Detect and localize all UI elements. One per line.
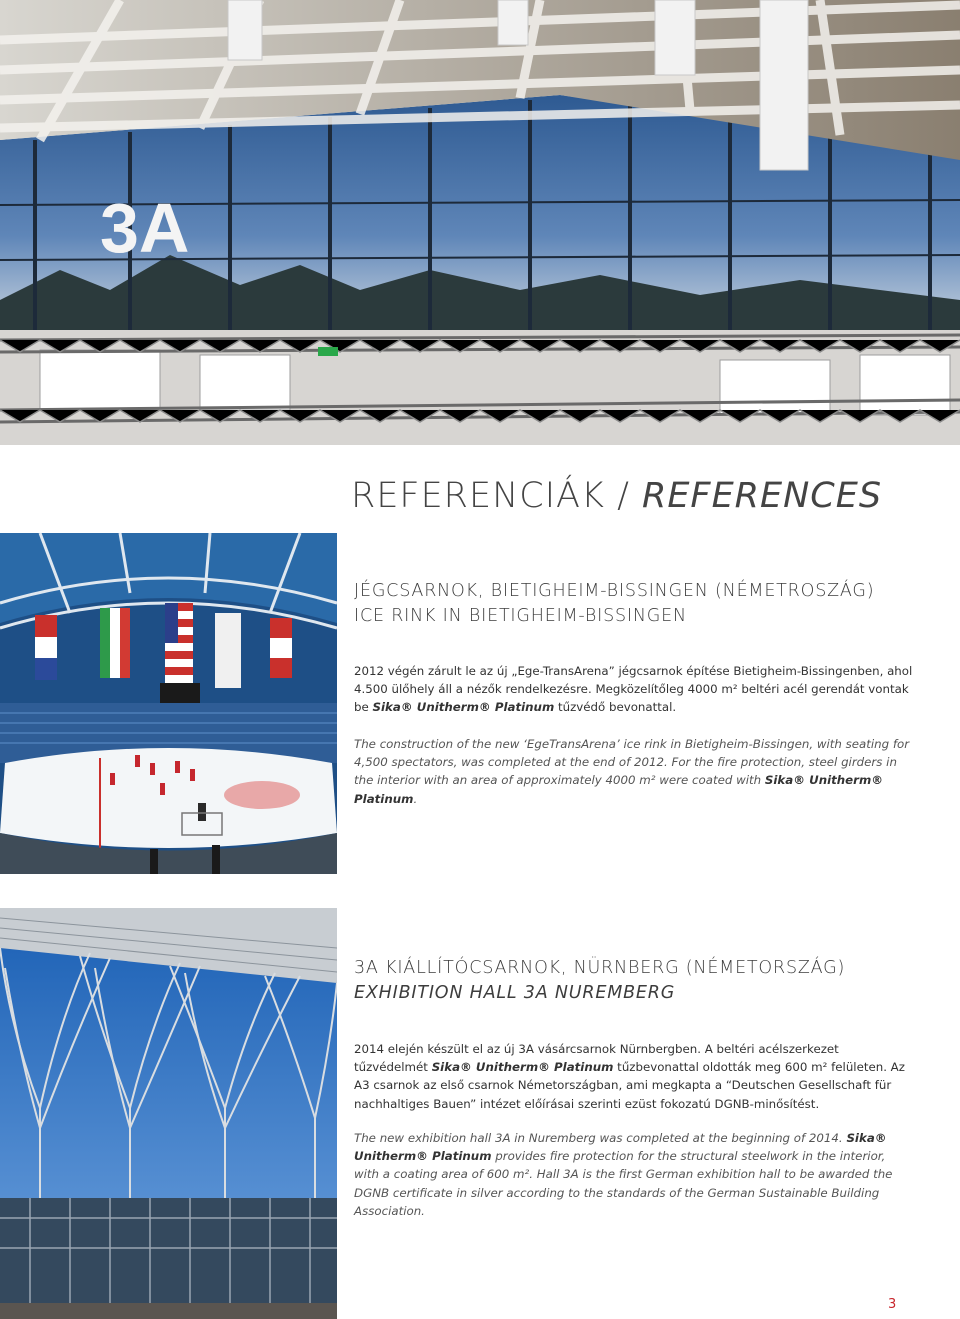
- section1-hu-text-1: 2012 végén zárult le az új „Ege-TransArena” jégcsarnok építése Bietigheim-Bissingenben, ahol 4.500 ülőhely áll a nézők rendelkezésre. Megközelítőleg 4000 m² beltéri acél gerendát vontak be: [354, 664, 913, 715]
- section1-hu-brand: Sika® Unitherm® Platinum: [372, 700, 555, 715]
- section1-en-brand: Sika® Unitherm® Platinum: [354, 773, 884, 806]
- section1-hu-text-2: tűzvédő bevonattal.: [554, 700, 677, 715]
- page-title: [351, 476, 882, 516]
- page-title-separator: /: [604, 476, 642, 516]
- hall-interior-illustration: [0, 0, 960, 445]
- page-title-hu: REFERENCIÁK: [351, 476, 605, 516]
- exhibition-hall-illustration: [0, 908, 337, 1319]
- section2-title-en: EXHIBITION HALL 3A NUREMBERG: [354, 983, 676, 1003]
- ice-rink-illustration: [0, 533, 337, 874]
- section1-en-text-2: .: [413, 791, 418, 806]
- exhibition-hall-photo: [0, 908, 337, 1319]
- section1-title-hu: JÉGCSARNOK, BIETIGHEIM-BISSINGEN (NÉMETROSZÁG): [354, 581, 875, 601]
- page-title-en: REFERENCES: [642, 476, 883, 516]
- hall-interior-photo: [0, 0, 960, 445]
- ice-rink-photo: [0, 533, 337, 874]
- section1-title-en: ICE RINK IN BIETIGHEIM-BISSINGEN: [354, 606, 687, 626]
- page-number: 3: [888, 1297, 897, 1312]
- section1-title: [354, 579, 874, 629]
- section2-text-hu: [354, 1040, 914, 1113]
- section2-text-en: [354, 1129, 914, 1220]
- section2-hu-brand: Sika® Unitherm® Platinum: [431, 1060, 614, 1075]
- section2-title-hu: 3A KIÁLLÍTÓCSARNOK, NÜRNBERG (NÉMETORSZÁG): [354, 958, 846, 978]
- section1-en-text-1: The construction of the new ‘EgeTransArena’ ice rink in Bietigheim-Bissingen, with seating for 4,500 spectators, was completed at the end of 2012. For the fire protection, steel girders in the interior with an area of approximately 4000 m² were coated with: [354, 737, 910, 788]
- hall-sign-3a: 3A: [100, 189, 190, 267]
- section1-text-en: [354, 735, 914, 808]
- section2-en-brand: Sika® Unitherm® Platinum: [354, 1131, 887, 1164]
- section2-en-text-2: provides fire protection for the structural steelwork in the interior, with a coating area of 600 m². Hall 3A is the first German exhibition hall to be awarded the DGNB certificate in silver according to the standards of the German Sustainable Building Association.: [354, 1149, 893, 1218]
- section2-en-text-1: The new exhibition hall 3A in Nuremberg was completed at the beginning of 2014.: [354, 1131, 847, 1145]
- section2-hu-text-2: tűzbevonattal oldották meg 600 m² felületen. Az A3 csarnok az első csarnok Németországban, ami megkapta a “Deutschen Gesellschaft für nachhaltiges Bauen” intézet előírásai szerinti ezüst fokozatú DGNB-minősítést.: [354, 1060, 905, 1111]
- section2-hu-text-1: 2014 elején készült el az új 3A vásárcsarnok Nürnbergben. A beltéri acélszerkezet tűzvédelmét: [354, 1042, 839, 1075]
- section1-text-hu: [354, 662, 914, 717]
- section2-title: [354, 956, 845, 1006]
